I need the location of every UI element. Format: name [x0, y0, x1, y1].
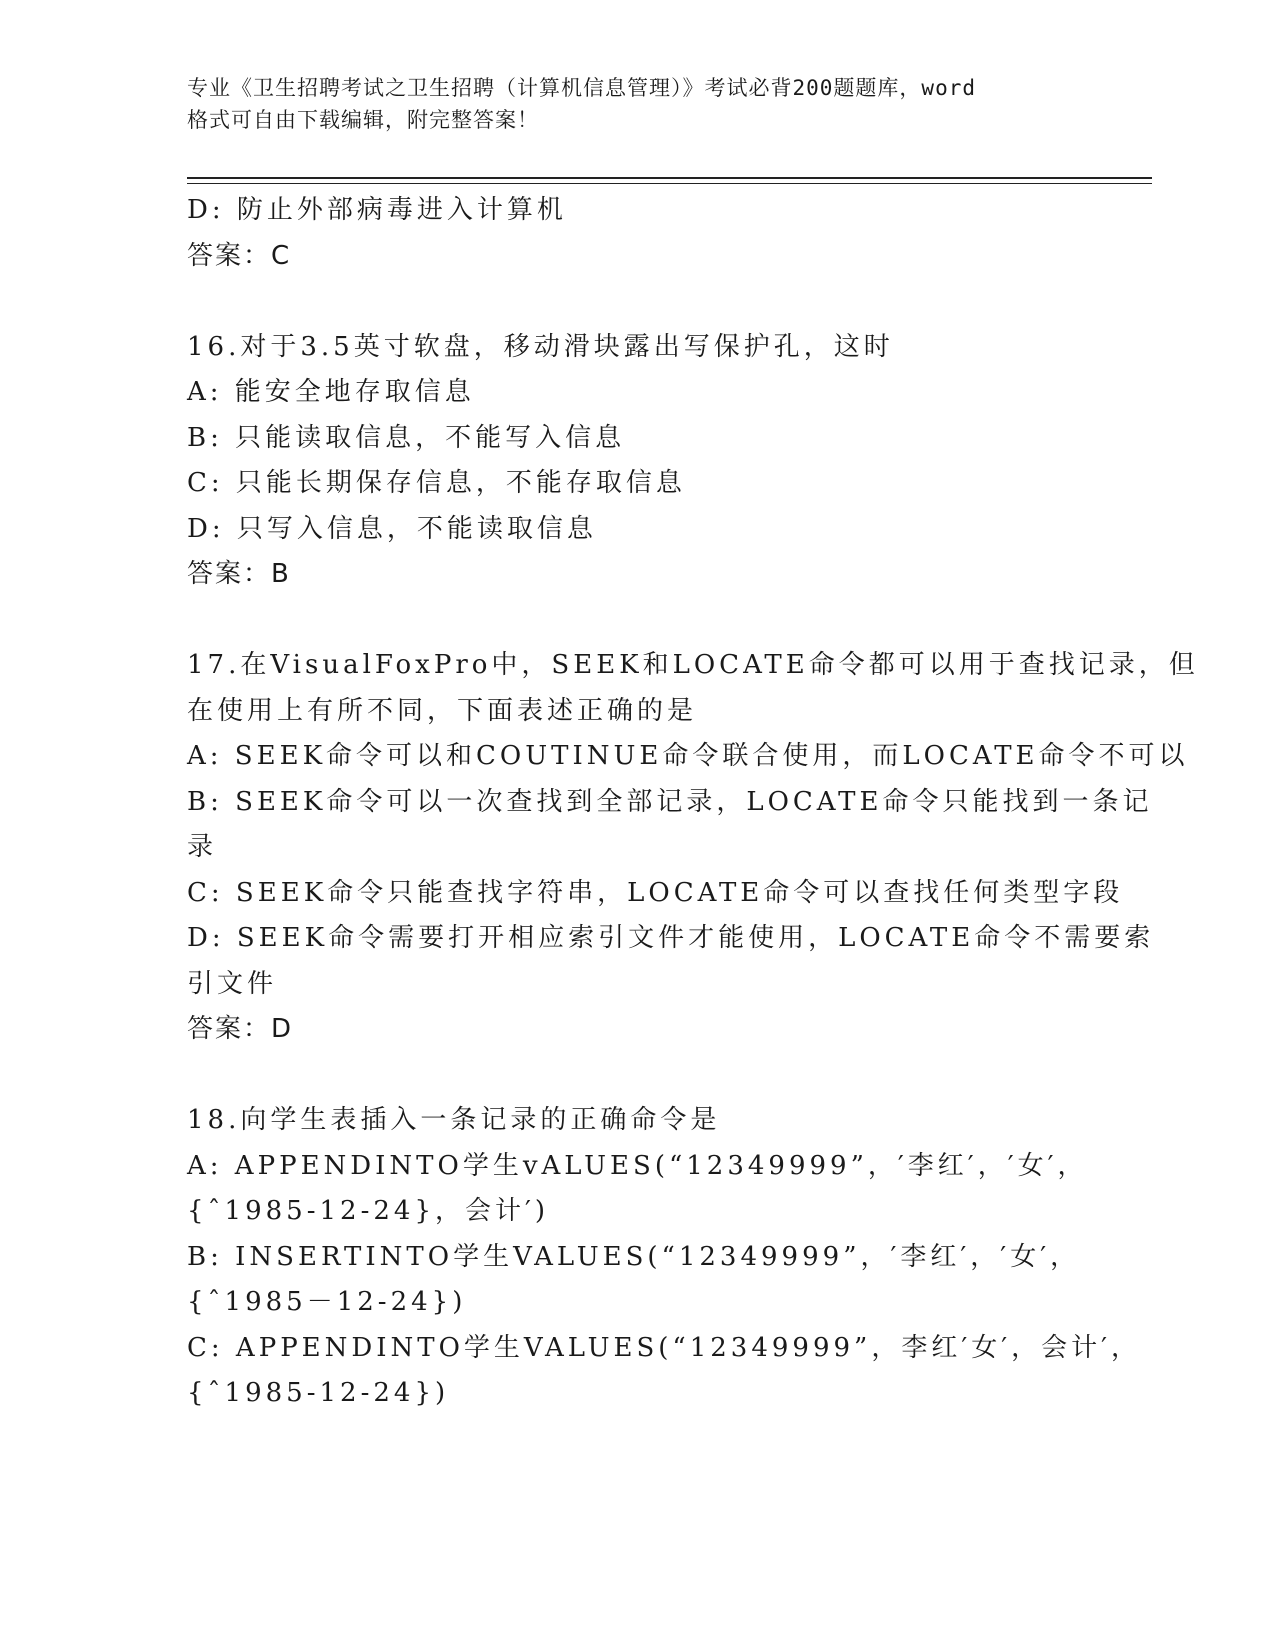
- option-a: A: SEEK命令可以和COUTINUE命令联合使用，而LOCATE命令不可以: [187, 741, 1189, 771]
- option-b-line-2: 录: [187, 832, 218, 862]
- question-stem: 18.向学生表插入一条记录的正确命令是: [187, 1105, 721, 1135]
- option-c: C: 只能长期保存信息，不能存取信息: [187, 468, 686, 498]
- option-a-line-2: {ˆ1985-12-24}，会计′): [187, 1196, 550, 1226]
- answer: 答案：B: [187, 559, 291, 589]
- header-line-2: 格式可自由下载编辑，附完整答案！: [187, 108, 539, 132]
- option-b-line-1: B: INSERTINTO学生VALUES(“12349999”，′李红′，′女′，: [187, 1241, 1081, 1272]
- header-divider-thick: [187, 177, 1152, 179]
- answer: 答案：D: [187, 1014, 294, 1044]
- spacer: [187, 1053, 1087, 1099]
- option-c: C: SEEK命令只能查找字符串，LOCATE命令可以查找任何类型字段: [187, 877, 1124, 908]
- page-header: [187, 72, 1087, 136]
- question-stem: 16.对于3.5英寸软盘，移动滑块露出写保护孔，这时: [187, 331, 894, 362]
- header-line-1: 专业《卫生招聘考试之卫生招聘（计算机信息管理）》考试必背200题题库，word: [187, 76, 976, 100]
- answer: 答案：C: [187, 240, 292, 271]
- option-b: B: 只能读取信息，不能写入信息: [187, 422, 626, 453]
- option-a-line-1: A: APPENDINTO学生vALUES(“12349999”，′李红′，′女′，: [187, 1150, 1088, 1181]
- question-stem-line-2: 在使用上有所不同，下面表述正确的是: [187, 695, 698, 726]
- option-d: D: 防止外部病毒进入计算机: [187, 195, 567, 225]
- question-18: [187, 1098, 1142, 1417]
- question-stem-line-1: 17.在VisualFoxPro中，SEEK和LOCATE命令都可以用于查找记录，但: [187, 650, 1199, 680]
- option-c-line-1: C: APPENDINTO学生VALUES(“12349999”，李红′女′，会计′，: [187, 1332, 1142, 1363]
- option-b-line-2: {ˆ1985－12-24}): [187, 1287, 467, 1317]
- question-16: [187, 325, 1087, 598]
- option-c-line-2: {ˆ1985-12-24}): [187, 1378, 450, 1408]
- option-d: D: 只写入信息，不能读取信息: [187, 513, 597, 544]
- question-17: [187, 643, 1199, 1053]
- question-list: [187, 188, 1199, 1417]
- option-b-line-1: B: SEEK命令可以一次查找到全部记录，LOCATE命令只能找到一条记: [187, 786, 1153, 817]
- spacer: [187, 598, 1087, 644]
- question-15-tail: [187, 188, 1087, 279]
- header-divider-thin: [187, 183, 1152, 184]
- option-d-line-1: D: SEEK命令需要打开相应索引文件才能使用，LOCATE命令不需要索: [187, 923, 1155, 953]
- option-a: A: 能安全地存取信息: [187, 377, 475, 407]
- spacer: [187, 279, 1087, 325]
- option-d-line-2: 引文件: [187, 968, 278, 999]
